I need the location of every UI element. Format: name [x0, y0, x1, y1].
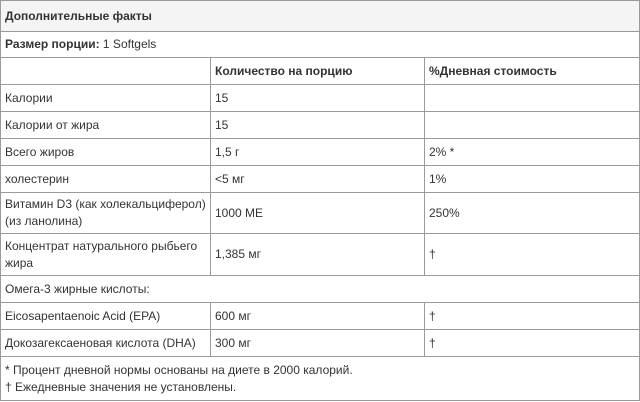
nutrient-amount: 1,385 мг — [211, 234, 425, 276]
nutrient-name: холестерин — [1, 166, 211, 193]
table-row — [1, 330, 640, 357]
nutrient-amount: 1000 МЕ — [211, 193, 425, 234]
nutrient-amount: 1,5 г — [211, 139, 425, 166]
footnote-not-established: † Ежедневные значения не установлены. — [5, 379, 237, 394]
nutrient-dv: † — [425, 234, 640, 276]
serving-size-row — [1, 32, 640, 58]
nutrient-dv: 2% * — [425, 139, 640, 166]
serving-size-value: 1 Softgels — [99, 37, 157, 51]
table-row — [1, 139, 640, 166]
column-header-amount: Количество на порцию — [211, 58, 425, 85]
nutrient-amount: <5 мг — [211, 166, 425, 193]
column-header-row — [1, 58, 640, 85]
table-row — [1, 112, 640, 139]
nutrient-dv — [425, 112, 640, 139]
nutrient-amount: 600 мг — [211, 303, 425, 330]
nutrient-amount: 15 — [211, 85, 425, 112]
omega-header-row — [1, 276, 640, 303]
table-row — [1, 85, 640, 112]
footnote-daily-value: * Процент дневной нормы основаны на диете в 2000 калорий. — [5, 362, 353, 377]
nutrient-dv: 250% — [425, 193, 640, 234]
table-row — [1, 303, 640, 330]
serving-size-label: Размер порции: — [5, 37, 100, 51]
nutrient-name: Eicosapentaenoic Acid (EPA) — [1, 303, 211, 330]
footnotes — [1, 357, 640, 401]
nutrient-dv: † — [425, 330, 640, 357]
omega-header: Омега-3 жирные кислоты: — [1, 276, 640, 303]
footnotes-row — [1, 357, 640, 401]
nutrient-name: Калории — [1, 85, 211, 112]
serving-size — [1, 32, 640, 58]
nutrient-name: Докозагексаеновая кислота (DHA) — [1, 330, 211, 357]
table-row — [1, 166, 640, 193]
nutrient-dv: † — [425, 303, 640, 330]
nutrient-amount: 15 — [211, 112, 425, 139]
column-header-name — [1, 58, 211, 85]
nutrient-name: Калории от жира — [1, 112, 211, 139]
nutrient-name: Концентрат натурального рыбьего жира — [1, 234, 211, 276]
nutrient-amount: 300 мг — [211, 330, 425, 357]
table-row — [1, 234, 640, 276]
table-title-row — [1, 1, 640, 32]
nutrient-dv: 1% — [425, 166, 640, 193]
column-header-dv: %Дневная стоимость — [425, 58, 640, 85]
nutrient-dv — [425, 85, 640, 112]
table-row — [1, 193, 640, 234]
table-title: Дополнительные факты — [1, 1, 640, 32]
nutrient-name: Всего жиров — [1, 139, 211, 166]
nutrient-name: Витамин D3 (как холекальциферол) (из ланолина) — [1, 193, 211, 234]
